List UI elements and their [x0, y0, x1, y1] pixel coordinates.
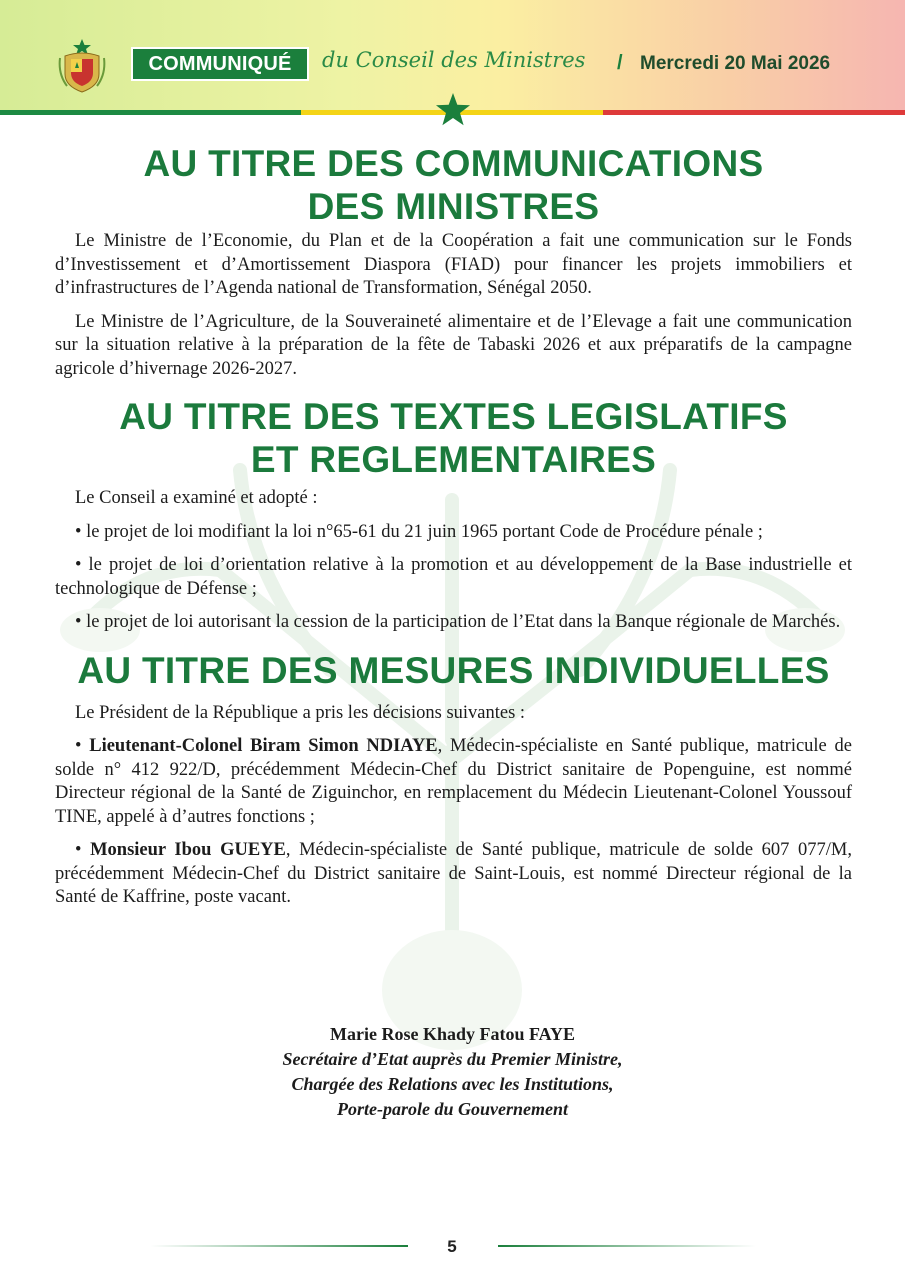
header-date: Mercredi 20 Mai 2026 [640, 53, 831, 74]
coat-of-arms-icon [57, 38, 107, 94]
mesures-item: • Monsieur Ibou GUEYE, Médecin-spécialiste de Santé publique, matricule de solde 607 077/M, précédemment Médecin-Chef du District sanitaire de Saint-Louis, est nommé Directeur régional de la Santé de Kaffrine, poste vacant. [55, 840, 852, 907]
header-subtitle: du Conseil des Ministres [322, 48, 586, 72]
textes-item: • le projet de loi autorisant la cession de la participation de l’Etat dans la Banque régionale de Marchés. [75, 612, 841, 632]
mesures-item: • Lieutenant-Colonel Biram Simon NDIAYE, Médecin-spécialiste en Santé publique, matricule de solde n° 412 922/D, précédemment Médecin-Chef du District sanitaire de Popenguine, est nommé Directeur régional de la Santé de Ziguinchor, en remplacement du Médecin Lieutenant-Colonel Youssouf TINE, appelé à d’autres fonctions ; [55, 736, 852, 827]
textes-item: • le projet de loi modifiant la loi n°65-61 du 21 juin 1965 portant Code de Procédure pénale ; [75, 521, 763, 542]
section-title-communications: AU TITRE DES COMMUNICATIONS DES MINISTRES [143, 143, 764, 227]
star-icon [435, 92, 471, 128]
communique-body [55, 142, 852, 910]
appointee-name: Monsieur Ibou GUEYE [90, 840, 286, 860]
signatory-name: Marie Rose Khady Fatou FAYE [330, 1024, 575, 1044]
signatory-role: Secrétaire d’Etat auprès du Premier Ministre, [282, 1049, 623, 1069]
footer-divider-left [150, 1245, 408, 1247]
flag-stripe-red [603, 110, 905, 115]
communication-paragraph-economie: Le Ministre de l’Economie, du Plan et de la Coopération a fait une communication sur le Fonds d’Investissement et d’Amortissement Diaspora (FIAD) pour financer les projets immobiliers et d’infrastructures de l’Agenda national de Transformation, Sénégal 2050. [55, 231, 852, 298]
mesures-intro: Le Président de la République a pris les décisions suivantes : [75, 702, 526, 723]
signature-block [0, 1022, 905, 1122]
appointee-name: Lieutenant-Colonel Biram Simon NDIAYE [89, 736, 438, 756]
signatory-role: Porte-parole du Gouvernement [337, 1099, 568, 1119]
footer-divider-right [498, 1245, 756, 1247]
flag-stripe-green [0, 110, 301, 115]
textes-item: • le projet de loi d’orientation relative à la promotion et au développement de la Base industrielle et technologique de Défense ; [55, 555, 852, 599]
signatory-role: Chargée des Relations avec les Institutions, [291, 1074, 614, 1094]
communication-paragraph-agriculture: Le Ministre de l’Agriculture, de la Souveraineté alimentaire et de l’Elevage a fait une communication sur la situation relative à la préparation de la fête de Tabaski 2026 et aux préparatifs de la campagne agricole d’hivernage 2026-2027. [55, 311, 852, 379]
section-title-mesures: AU TITRE DES MESURES INDIVIDUELLES [77, 649, 830, 691]
header-separator: / [617, 52, 623, 74]
section-title-textes: AU TITRE DES TEXTES LEGISLATIFS ET REGLEMENTAIRES [119, 396, 788, 480]
page-number: 5 [447, 1237, 457, 1256]
communique-badge: COMMUNIQUÉ [131, 47, 309, 81]
textes-intro: Le Conseil a examiné et adopté : [75, 488, 318, 508]
